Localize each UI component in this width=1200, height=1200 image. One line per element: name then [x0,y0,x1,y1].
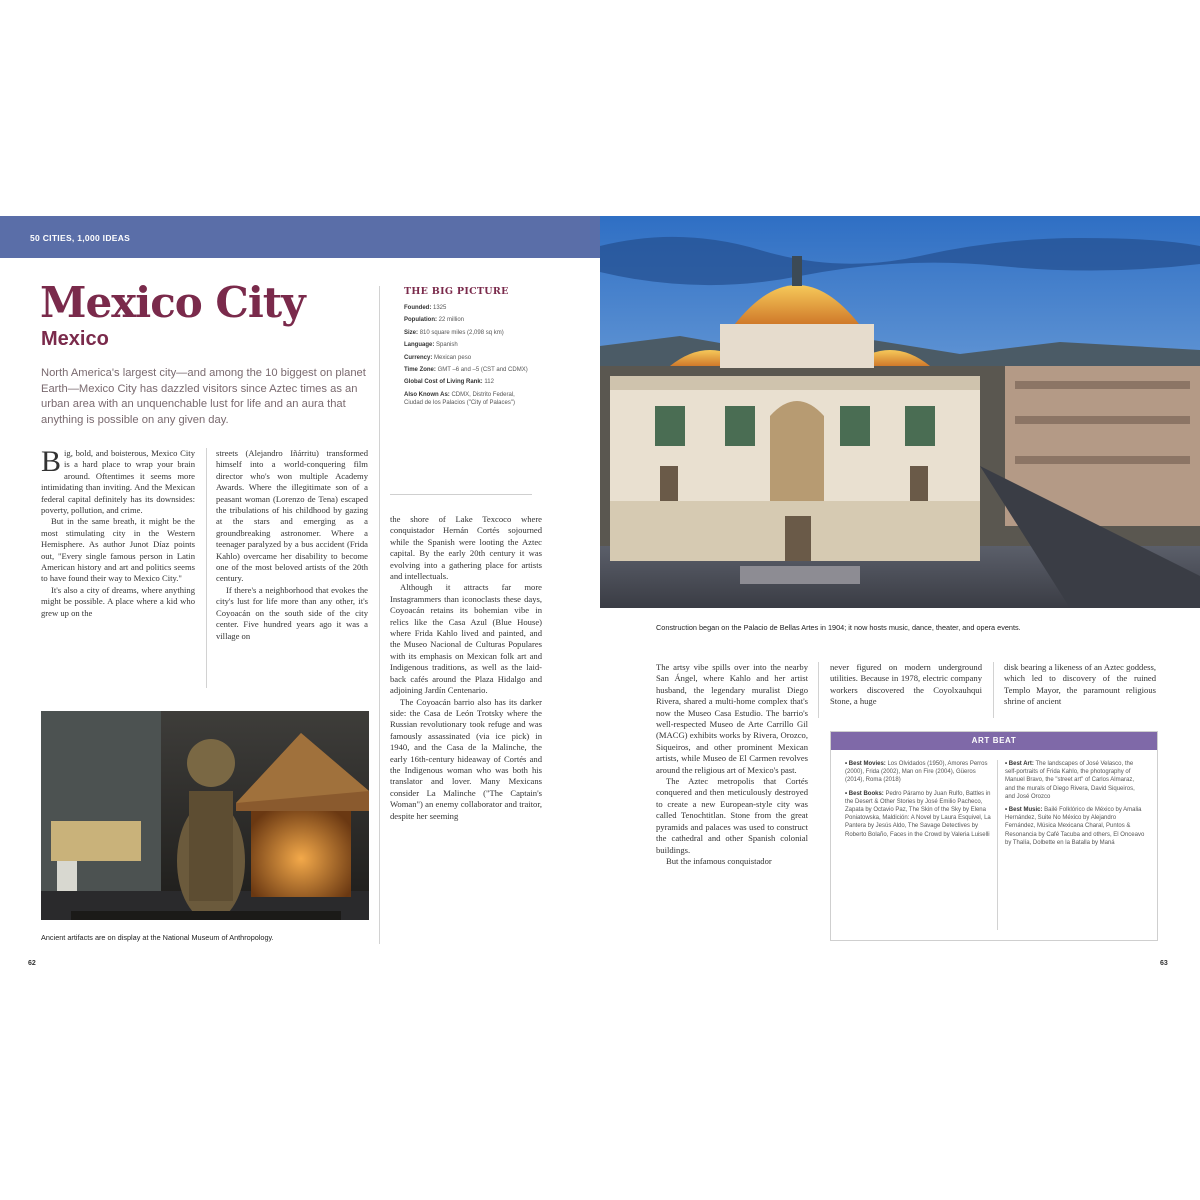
drop-cap: B [41,445,62,478]
body-paragraph: streets (Alejandro Iñárritu) transformed himself into a world-conquering film director who's won multiple Academy Awards. Where the illegitimate son of a peasant woman (Lorenzo de Tena) escaped the tribulations of his childhood by gazing at the stars and emerging as a groundbreaking astronomer. Where a teenager paralyzed by a bus accident (Frida Kahlo) overcame her disability to become one of the most beloved artists of the 20th century. [216,448,368,584]
page-title: Mexico City [40,278,305,327]
museum-illustration [41,711,369,920]
body-column-4 [656,662,808,867]
sidebar-rule [390,494,532,495]
body-paragraph: the shore of Lake Texcoco where conquistador Hernán Cortés sojourned while the Spanish were looting the Aztec capital. By the early 20th century it was evolving into a gathering place for artists and intellectuals. [390,514,542,582]
big-picture-facts [404,304,534,412]
body-column-5 [830,662,982,708]
palacio-caption: Construction began on the Palacio de Bellas Artes in 1904; it now hosts music, dance, theater, and opera events. [656,623,1021,632]
fact-item: Language: Spanish [404,342,458,349]
art-beat-item: • Best Books: Pedro Páramo by Juan Rulfo, Battles in the Desert & Other Stories by José Emilio Pacheco, Zapata by Octavio Paz, The Skin of the Sky by Elena Poniatowska, Maldición: A Novel by Laura Esquivel, La Pantera by Jesús Aldo, The Savage Detectives by Roberto Bolaño, Faces in the Crowd by Valeria Luiselli [845,790,991,838]
artifacts-photo [41,711,369,920]
body-paragraph: The Coyoacán barrio also has its darker side: the Casa de León Trotsky where the Russian revolutionary took refuge and was famously assassinated (via ice pick) in 1940, and the Casa de la Malinche, the early 16th-century hideaway of Cortés and the Indigenous woman who was both his translator and lover. Many Mexicans consider La Malinche ("The Captain's Woman") an enemy collaborator and traitor, despite her seeming [390,696,542,821]
page-number-left: 62 [28,960,36,967]
body-paragraph: But the infamous conquistador [666,855,772,866]
palacio-illustration [600,216,1200,608]
art-beat-box [830,731,1158,941]
body-paragraph: disk bearing a likeness of an Aztec goddess, which led to discovery of the ruined Templo Mayor, the paramount religious shrine of ancient [1004,662,1156,707]
column-rule [206,448,207,688]
running-head: 50 CITIES, 1,000 IDEAS [30,233,131,243]
fact-item: Population: 22 million [404,317,465,324]
artifacts-caption: Ancient artifacts are on display at the National Museum of Anthropology. [41,933,274,942]
fact-item: Global Cost of Living Rank: 112 [404,379,494,386]
palacio-photo [600,216,1200,608]
body-paragraph: never figured on modern underground utilities. Because in 1978, electric company workers discovered the Coyolxauhqui Stone, a huge [830,662,982,707]
body-paragraph: ig, bold, and boisterous, Mexico City is a hard place to wrap your brain around. Oftentimes it seems more intimidating than inviting. And the Mexican federal capital definitely has its downsides: poverty, pollution, and crime. [41,448,195,516]
body-paragraph: If there's a neighborhood that evokes the city's lust for life more than any other, it's Coyoacán on the south side of the city center. Five hundred years ago it was a village on [216,584,368,641]
fact-item: Currency: Mexican peso [404,354,472,361]
fact-item: Founded: 1325 [404,305,447,311]
art-beat-item: • Best Movies: Los Olvidados (1950), Amores Perros (2000), Frida (2002), Man on Fire (2004), Güeros (2014), Roma (2018) [845,761,988,784]
page-number-right: 63 [1160,960,1168,967]
body-paragraph: The artsy vibe spills over into the nearby San Ángel, where Kahlo and her artist husband, the legendary muralist Diego Rivera, shared a multi-home complex that's now the Museo Casa Estudio. The barrio's well-respected Museo de Arte Carrillo Gil (MACG) exhibits works by Rivera, Orozco, Siqueiros, and other prominent Mexican artists, while Museo de El Carmen revolves around the religious art of Mexico's past. [656,662,808,775]
column-rule [818,662,819,718]
intro-paragraph: North America's largest city—and among the 10 biggest on planet Earth—Mexico City has dazzled visitors since Aztec times as an urban area with an unquenchable lust for life and an aura that anything is possible on any given day. [41,367,366,426]
art-beat-item: • Best Art: The landscapes of José Velasco, the self-portraits of Frida Kahlo, the photography of Manuel Bravo, the "street art" of Carlos Almaraz, and the murals of Diego Rivera, David Siqueiros, and José Orozco [1005,761,1135,800]
column-rule [379,286,380,944]
art-beat-heading: ART BEAT [831,732,1157,750]
body-paragraph: It's also a city of dreams, where anything might be possible. A place where a kid who grew up on the [41,584,195,618]
fact-item: Size: 810 square miles (2,098 sq km) [404,329,504,336]
page-subtitle: Mexico [41,328,109,350]
body-paragraph: Although it attracts far more Instagrammers than iconoclasts these days, Coyoacán retains its bohemian vibe in relics like the Casa Azul (Blue House) where Frida Kahlo lived and painted, and the Museo Nacional de Culturas Populares with its emphasis on Mexican folk art and Indigenous traditions, as well as the laid-back cafés around the Plaza Hidalgo and adjoining Jardín Centenario. [390,582,542,696]
body-column-3 [390,514,542,822]
body-column-2 [216,448,368,642]
body-paragraph: The Aztec metropolis that Cortés conquered and then meticulously destroyed to create a new European-style city was called Tenochtitlan. Stone from the great pyramids and palaces was used to construct the cathedral and other Spanish colonial buildings. [656,776,808,855]
art-beat-rule [997,760,998,930]
art-beat-item: • Best Music: Bailé Folklórico de México by Amalia Hernández, Suite No México by Alejandro Fernández, Música Mexicana Charal, Puntos & Resonancia by Café Tacuba and others, El Onceavo by Thalía, Dolbette en la Batalla by Maná [1005,807,1145,846]
body-column-6 [1004,662,1156,708]
body-column-1 [41,445,195,619]
big-picture-heading: THE BIG PICTURE [404,286,509,297]
column-rule [993,662,994,718]
fact-item: Time Zone: GMT –6 and –5 (CST and CDMX) [404,367,528,374]
art-beat-right-column [1005,760,1145,852]
art-beat-left-column [845,760,991,844]
body-paragraph: But in the same breath, it might be the most stimulating city in the Western Hemisphere. As author Junot Díaz points out, "Every single famous person in Latin American history and art and politics seems to have found their way to Mexico City." [41,516,195,584]
fact-item: Also Known As: CDMX, Distrito Federal, Ciudad de los Palacios ("City of Palaces") [404,391,515,407]
